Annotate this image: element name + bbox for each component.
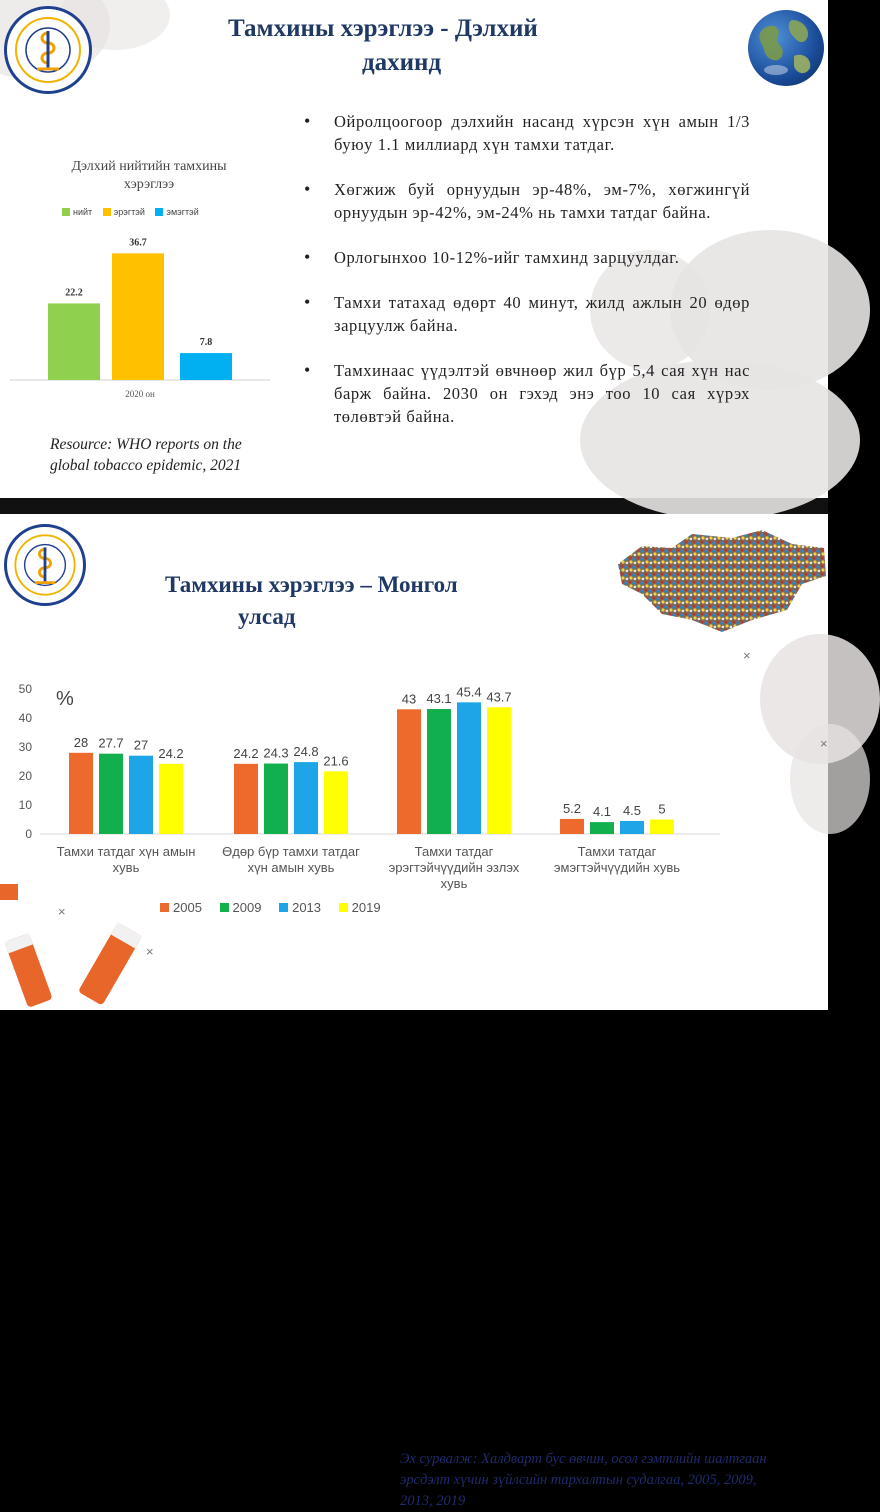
chart1-title-line2: хэрэглээ [123, 177, 175, 192]
bar-2013 [457, 702, 481, 834]
slide1-title-line1: Тамхины хэрэглээ - Дэлхий [228, 15, 538, 42]
bar-2013 [294, 762, 318, 834]
category-label: эрэгтэйчүүдийн эзлэх [388, 860, 520, 875]
category-label: хувь [440, 876, 468, 891]
data-label: 4.1 [592, 804, 612, 820]
data-label: 5.2 [562, 800, 582, 816]
category-label: Тамхи татдаг [414, 844, 494, 859]
legend-label: 2013 [292, 900, 322, 915]
fact-item: • Орлогынхоо 10-12%-ийг тамхинд зарцуулдаг. [300, 246, 750, 269]
y-tick-label: 30 [18, 740, 32, 754]
chart2-legend [160, 900, 395, 915]
bar-2005 [397, 709, 421, 834]
data-label: 24.8 [293, 744, 319, 760]
chart1-title-line1: Дэлхий нийтийн тамхины [71, 159, 227, 174]
source-line: эрсдэлт хүчин зүйлсийн тархалтын судалгаа, 2005, 2009, [400, 1472, 757, 1488]
close-icon: × [820, 736, 828, 751]
legend-swatch [279, 903, 288, 912]
legend-label: 2019 [351, 900, 381, 915]
data-label: 43.1 [426, 691, 452, 707]
bar-2005 [69, 753, 93, 834]
category-label: эмэгтэйчүүдийн хувь [553, 860, 681, 875]
fact-item: • Тамхинаас үүдэлтэй өвчнөөр жил бүр 5,4 сая хүн нас барж байна. 2030 он гэхэд энэ тоо 10 сая хүрэх төлөвтэй байна. [300, 359, 750, 428]
legend-item [279, 900, 321, 915]
source-line: Эх сурвалж: Халдварт бус өвчин, осол гэмтлийн шалтгаан [400, 1451, 767, 1467]
source-line: Resource: WHO reports on the [50, 436, 242, 453]
chart1-legend [62, 207, 207, 218]
data-label: 24.3 [263, 745, 289, 761]
slide1-source [50, 434, 290, 476]
facts-list [300, 110, 750, 428]
close-icon: × [58, 904, 66, 919]
fact-item: • Ойролцоогоор дэлхийн насанд хүрсэн хүн амын 1/3 буюу 1.1 миллиард хүн тамхи татдаг. [300, 110, 750, 156]
slide1-title-line2: дахинд [362, 49, 442, 76]
data-label: 27.7 [98, 735, 124, 751]
mongolia-crowd-map-image [612, 524, 828, 634]
mongolia-smoking-chart [0, 674, 740, 889]
legend-item [103, 207, 145, 217]
legend-swatch [62, 208, 70, 216]
bar-эрэгтэй [112, 253, 164, 380]
data-label: 45.4 [456, 684, 482, 700]
legend-swatch [103, 208, 111, 216]
y-tick-label: 50 [18, 682, 32, 696]
category-label: Тамхи татдаг хүн амын [56, 844, 196, 859]
legend-swatch [220, 903, 229, 912]
bar-2013 [129, 756, 153, 834]
legend-item [339, 900, 381, 915]
bar-2019 [159, 764, 183, 834]
y-tick-label: 10 [18, 798, 32, 812]
data-label: 43.7 [486, 689, 512, 705]
close-icon: × [743, 648, 751, 663]
category-label: хувь [112, 860, 140, 875]
bar-2013 [620, 821, 644, 834]
legend-label: 2009 [232, 900, 262, 915]
data-label: 27 [133, 737, 149, 753]
legend-item [62, 207, 92, 217]
fact-item: • Тамхи татахад өдөрт 40 минут, жилд ажлын 20 өдөр зарцуулж байна. [300, 291, 750, 337]
category-label: Өдөр бүр тамхи татдаг [222, 844, 360, 859]
fact-item: • Хөгжиж буй орнуудын эр-48%, эм-7%, хөгжингүй орнуудын эр-42%, эм-24% нь тамхи татдаг байна. [300, 178, 750, 224]
slide2-title-line1: Тамхины хэрэглээ – Монгол [165, 572, 458, 597]
source-line: global tobacco epidemic, 2021 [50, 457, 242, 474]
data-label: 24.2 [233, 745, 259, 761]
bar-2009 [99, 754, 123, 834]
y-tick-label: 20 [18, 769, 32, 783]
bar-2019 [324, 771, 348, 834]
slide2-source [400, 1449, 840, 1512]
cigarette-decoration [0, 884, 170, 1010]
category-label: Тамхи татдаг [577, 844, 657, 859]
smoke-decoration [790, 724, 870, 834]
bar-2005 [234, 764, 258, 834]
bar-2009 [264, 764, 288, 834]
legend-swatch [155, 208, 163, 216]
legend-item [220, 900, 262, 915]
data-label: 7.8 [199, 337, 213, 349]
globe-image [748, 10, 824, 86]
data-label: 21.6 [323, 753, 349, 769]
bar-нийт [48, 303, 100, 380]
chart1-xlabel: 2020 он [125, 389, 155, 399]
legend-label: 2005 [173, 900, 202, 915]
legend-item [155, 207, 198, 217]
slide2-title-line2: улсад [238, 604, 296, 629]
ministry-logo [4, 524, 86, 606]
percent-unit-label: % [56, 688, 74, 710]
data-label: 43 [401, 691, 417, 707]
world-smoking-chart [0, 220, 280, 410]
bar-2005 [560, 819, 584, 834]
bar-2009 [427, 709, 451, 834]
slide-mongolia [0, 514, 828, 1509]
legend-label: эмэгтэй [166, 207, 199, 217]
ministry-logo [4, 6, 92, 94]
bar-эмэгтэй [180, 353, 232, 380]
slide-world [0, 0, 828, 498]
bar-2009 [590, 822, 614, 834]
data-label: 22.2 [65, 287, 83, 299]
legend-swatch [339, 903, 348, 912]
chart1-title [44, 158, 254, 194]
legend-label: нийт [73, 207, 93, 217]
close-icon: × [146, 944, 154, 959]
bar-2019 [650, 820, 674, 835]
y-tick-label: 40 [18, 711, 32, 725]
data-label: 5 [658, 801, 666, 817]
data-label: 28 [73, 734, 89, 750]
legend-label: эрэгтэй [113, 207, 145, 217]
bar-2019 [487, 707, 511, 834]
data-label: 24.2 [158, 745, 184, 761]
y-tick-label: 0 [25, 827, 32, 841]
source-line: 2013, 2019 [400, 1493, 466, 1509]
data-label: 4.5 [622, 802, 642, 818]
category-label: хүн амын хувь [247, 860, 335, 875]
data-label: 36.7 [129, 237, 147, 249]
